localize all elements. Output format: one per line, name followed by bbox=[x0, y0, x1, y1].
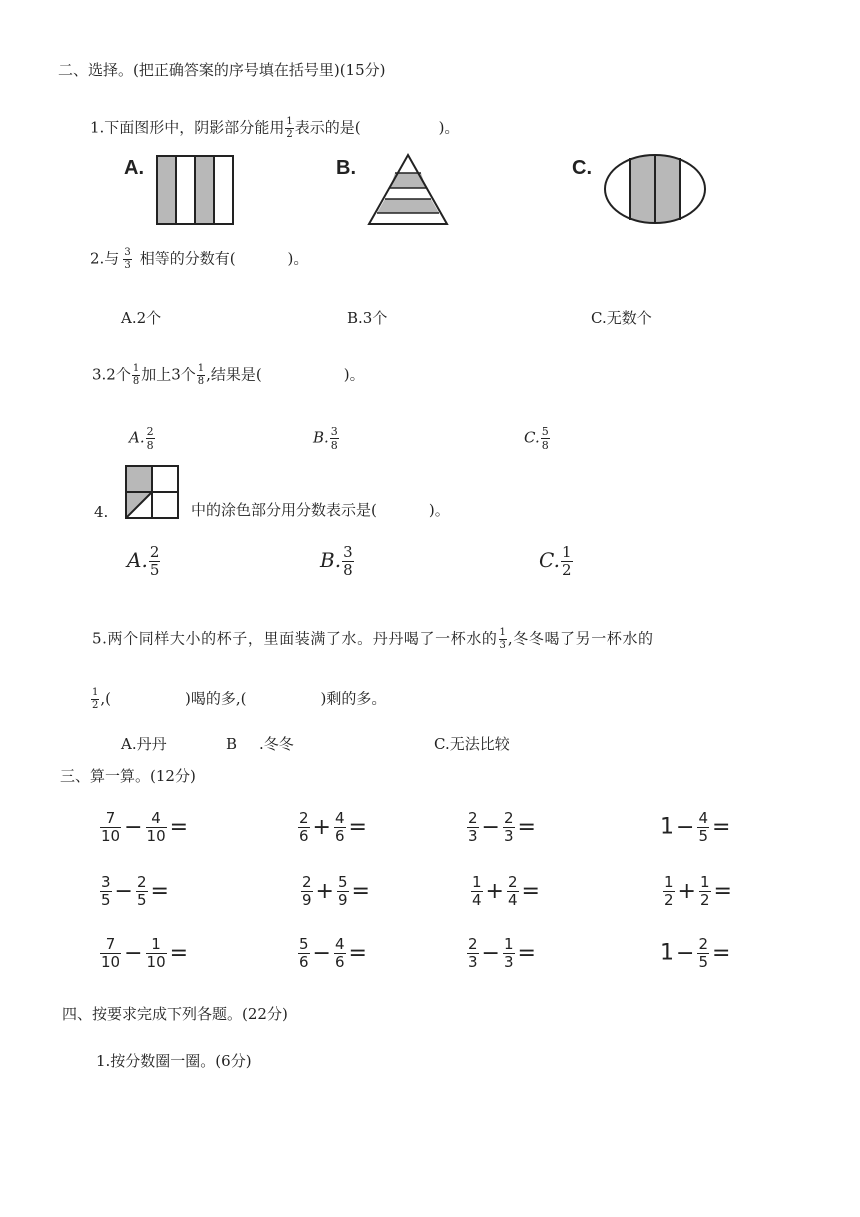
q2-option-b: B.3个 bbox=[347, 309, 388, 327]
question-1: 1.下面图形中，阴影部分能用 $\frac{1}{2}$ 表示的是( )。 bbox=[90, 116, 460, 140]
fraction: $\frac{1}{3}$ bbox=[499, 627, 506, 651]
question-2: 2.与 $\frac{3}{3}$ 相等的分数有( )。 bbox=[90, 247, 309, 271]
section-4-title: 四、按要求完成下列各题。(22分) bbox=[62, 1005, 288, 1023]
q5-option-c: C.无法比较 bbox=[434, 735, 510, 753]
calc-item: $\frac{5}{6}$ − $\frac{4}{6}$ = bbox=[299, 935, 367, 971]
question-3: 3.2个 $\frac{1}{8}$ 加上3个 $\frac{1}{8}$ ,结果是( )。 bbox=[92, 363, 365, 387]
q4-option-c: C. $\frac{1}{2}$ bbox=[539, 543, 572, 579]
section-3-title: 三、算一算。(12分) bbox=[60, 767, 196, 785]
figure-c-ellipse bbox=[603, 152, 707, 226]
fraction: $\frac{1}{2}$ bbox=[92, 687, 99, 711]
option-c-label: C. bbox=[572, 157, 592, 179]
q2-option-c: C.无数个 bbox=[591, 309, 652, 327]
q4-option-a: A. $\frac{2}{5}$ bbox=[127, 543, 160, 579]
calc-item: 1− $\frac{4}{5}$ = bbox=[660, 809, 731, 845]
question-5-line-1: 5.两个同样大小的杯子，里面装满了水。丹丹喝了一杯水的 $\frac{1}{3}$ ,冬冬喝了另一杯水的 bbox=[92, 627, 654, 651]
q3-option-c: C. $\frac{5}{8}$ bbox=[524, 425, 549, 452]
calc-item: $\frac{1}{2}$ + $\frac{1}{2}$ = bbox=[664, 873, 732, 909]
calc-item: $\frac{7}{10}$ − $\frac{1}{10}$ = bbox=[101, 935, 189, 971]
q5-option-b-text: .冬冬 bbox=[259, 735, 294, 753]
section-4-question-1: 1.按分数圈一圈。(6分) bbox=[96, 1052, 252, 1070]
q1-suffix: 表示的是( bbox=[294, 118, 361, 137]
calc-item: $\frac{1}{4}$ + $\frac{2}{4}$ = bbox=[472, 873, 540, 909]
figure-b-triangle bbox=[367, 153, 449, 227]
section-2-title: 二、选择。(把正确答案的序号填在括号里)(15分) bbox=[58, 61, 386, 79]
q4-option-b: B. $\frac{3}{8}$ bbox=[320, 543, 353, 579]
q3-option-a: A. $\frac{2}{8}$ bbox=[129, 425, 154, 452]
q4-grid-figure bbox=[124, 464, 180, 520]
q2-option-a: A.2个 bbox=[121, 309, 162, 327]
fraction: $\frac{1}{8}$ bbox=[132, 363, 140, 387]
q1-prefix: 1.下面图形中，阴影部分能用 bbox=[90, 118, 285, 137]
question-5-line-2: $\frac{1}{2}$ ,( )喝的多,( )剩的多。 bbox=[92, 687, 387, 711]
option-b-label: B. bbox=[336, 157, 356, 179]
calc-item: $\frac{7}{10}$ − $\frac{4}{10}$ = bbox=[101, 809, 189, 845]
figure-a-rectangle bbox=[155, 154, 235, 226]
fraction: $\frac{3}{3}$ bbox=[124, 247, 131, 271]
q5-option-a: A.丹丹 bbox=[121, 735, 167, 753]
calc-item: $\frac{2}{3}$ − $\frac{1}{3}$ = bbox=[468, 935, 536, 971]
calc-item: $\frac{2}{6}$ + $\frac{4}{6}$ = bbox=[299, 809, 367, 845]
calc-item: $\frac{2}{3}$ − $\frac{2}{3}$ = bbox=[468, 809, 536, 845]
calc-item: 1− $\frac{2}{5}$ = bbox=[660, 935, 731, 971]
fraction: $\frac{1}{2}$ bbox=[286, 116, 293, 140]
fraction: $\frac{1}{8}$ bbox=[197, 363, 205, 387]
q5-option-b-letter: B bbox=[226, 735, 238, 753]
question-4: 中的涂色部分用分数表示是( )。 bbox=[191, 501, 450, 519]
calc-item: $\frac{3}{5}$ − $\frac{2}{5}$ = bbox=[101, 873, 169, 909]
option-a-label: A. bbox=[124, 157, 144, 179]
calc-item: $\frac{2}{9}$ + $\frac{5}{9}$ = bbox=[302, 873, 370, 909]
q3-option-b: B. $\frac{3}{8}$ bbox=[313, 425, 338, 452]
q4-number: 4. bbox=[94, 503, 109, 521]
